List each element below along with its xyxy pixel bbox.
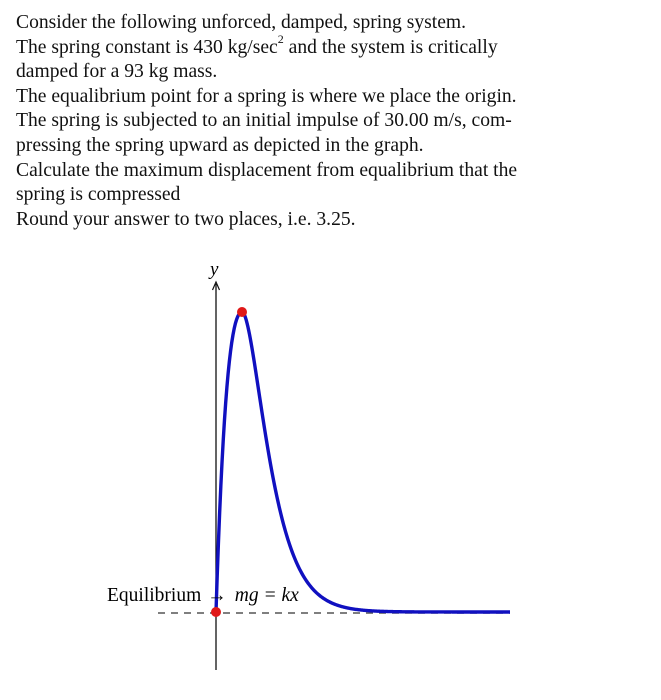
displacement-curve [216, 312, 510, 612]
maximum-point [237, 307, 247, 317]
y-axis-label: y [210, 259, 219, 280]
problem-line-6: pressing the spring upward as depicted in the graph. [16, 134, 424, 156]
equilibrium-label [107, 585, 299, 606]
problem-line-1: Consider the following unforced, damped, spring system. [16, 12, 467, 33]
problem-line-7: Calculate the maximum displacement from equalibrium that the [16, 159, 518, 181]
spring-constant-text: The spring constant is 430 kg/sec [16, 36, 278, 58]
exponent: 2 [277, 32, 284, 47]
problem-line-9: Round your answer to two places, i.e. 3.25. [16, 208, 356, 230]
arrow-glyph: → [207, 585, 227, 606]
problem-line-3: damped for a 93 kg mass. [16, 61, 218, 83]
equation-text: mg = kx [234, 585, 299, 606]
problem-line-8: spring is compressed [16, 184, 181, 206]
problem-line-4: The equalibrium point for a spring is where we place the origin. [16, 85, 517, 107]
equilibrium-word: Equilibrium [107, 585, 202, 606]
critically-damped-text: and the system is critically [283, 36, 498, 58]
problem-line-5: The spring is subjected to an initial impulse of 30.00 m/s, com- [16, 110, 512, 132]
origin-point [211, 607, 221, 617]
